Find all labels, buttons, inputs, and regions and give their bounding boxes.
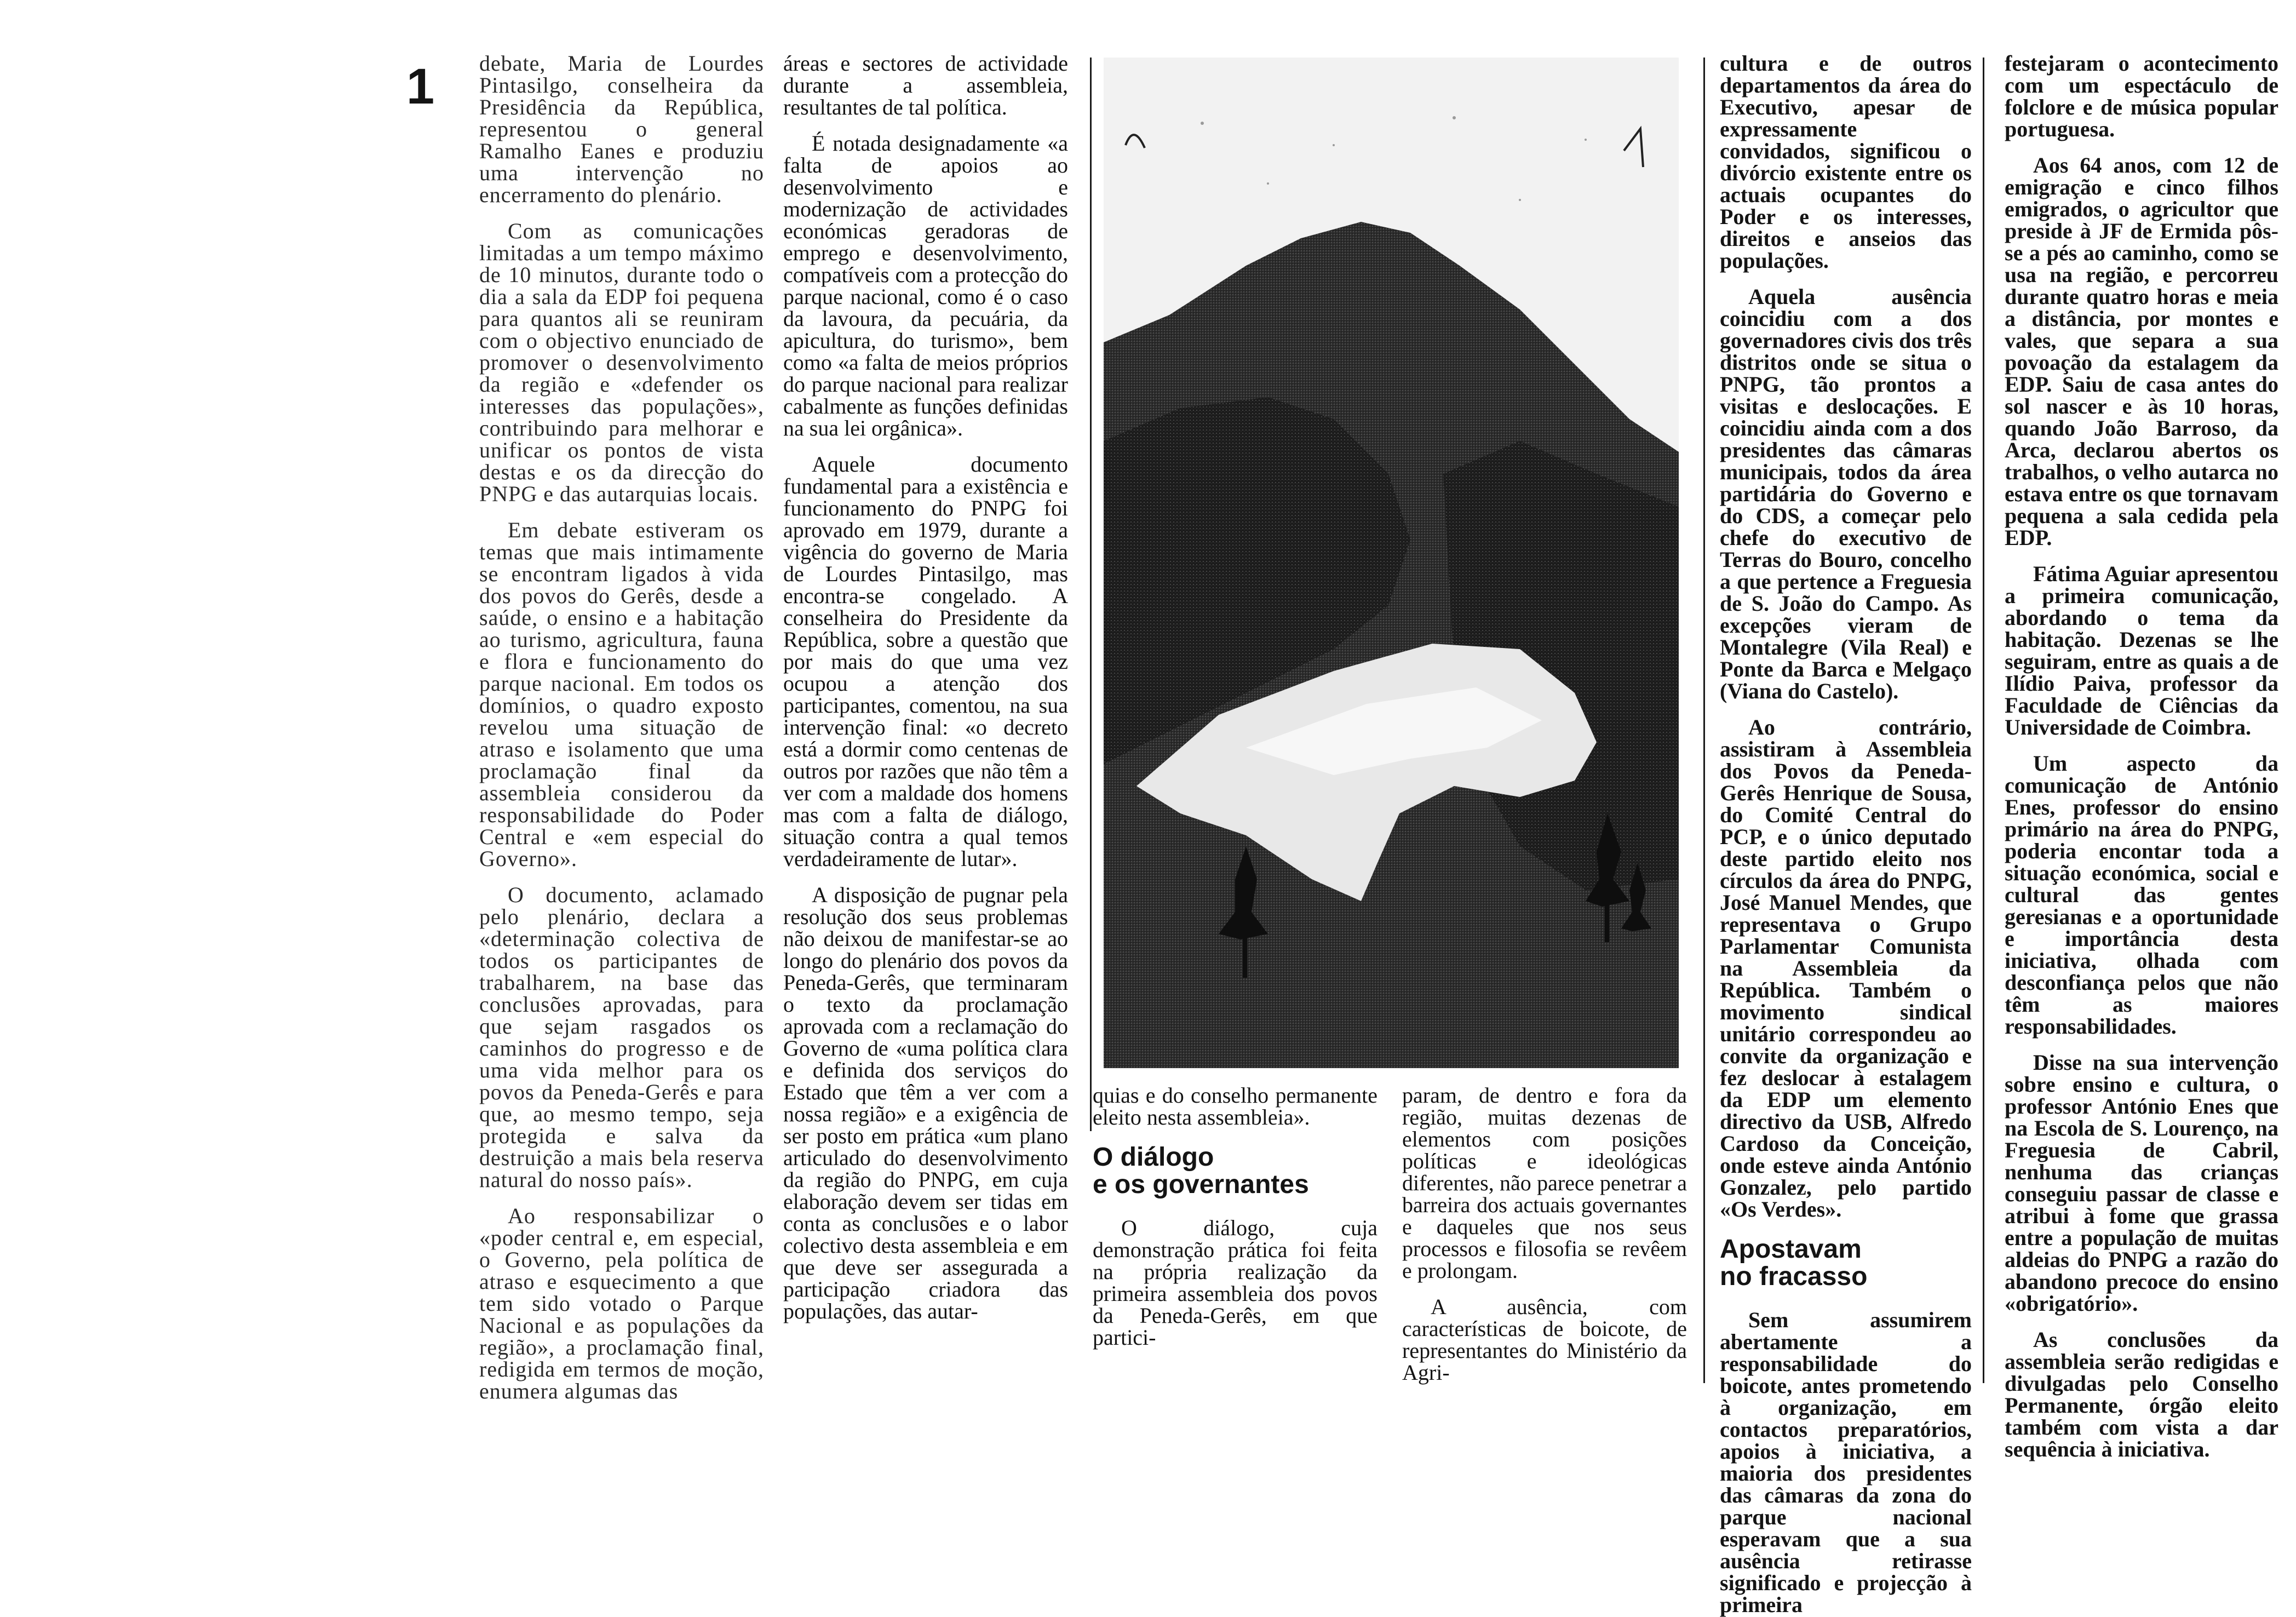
- section-headline: [1093, 1144, 1377, 1199]
- headline-line: Apostavam: [1720, 1235, 1862, 1264]
- headline-line: no fracasso: [1720, 1262, 1868, 1291]
- column-rule: [1703, 58, 1705, 1383]
- paragraph: Aquele documento fundamental para a existência e funcionamento do PNPG foi aprovado em 1979, durante a vigência do governo de Maria de Lourdes Pintasilgo, mas encontra-se congelado. A conselheira do Presidente da República, sobre a questão que por mais do que uma vez ocupou a atenção dos participantes, comentou, na sua intervenção final: «o decreto está a dormir como centenas de outros por razões que não têm a ver com a maldade dos homens mas com a falta de diálogo, situação contra a qual temos verdadeiramente de lutar».: [783, 452, 1068, 871]
- paragraph: cultura e de outros departamentos da área do Executivo, apesar de expressamente convidados, significou o divórcio existente entre os actuais ocupantes do Poder e os interesses, direitos e anseios das populações.: [1720, 51, 1972, 273]
- paragraph: O documento, aclamado pelo plenário, declara a «determinação colectiva de todos os participantes de trabalharem, na base das conclusões aprovadas, para que sejam rasgados os caminhos do progresso e de uma vida melhor para os povos da Peneda-Gerês e para que, ao mesmo tempo, seja protegida e salva da destruição a mais bela reserva natural do nosso país».: [479, 882, 764, 1192]
- paragraph: áreas e sectores de actividade durante a assembleia, resultantes de tal política.: [783, 51, 1068, 119]
- paragraph: O diálogo, cuja demonstração prática foi feita na própria realização da primeira assembleia dos povos da Peneda-Gerês, em que partici-: [1093, 1215, 1377, 1350]
- paragraph: param, de dentro e fora da região, muitas dezenas de elementos com posições políticas e ideológicas diferentes, não parece penetrar a barreira dos actuais governantes e daqueles que nos seus processos e filosofia se revêem e prolongam.: [1402, 1083, 1687, 1283]
- paragraph: É notada designadamente «a falta de apoios ao desenvolvimento e modernização de actividades económicas geradoras de emprego e desenvolvimento, compatíveis com a protecção do parque nacional, como é o caso da lavoura, da pecuária, da apicultura, do turismo», bem como «a falta de meios próprios do parque nacional para realizar cabalmente as funções definidas na sua lei orgânica».: [783, 131, 1068, 440]
- paragraph: A ausência, com características de boicote, de representantes do Ministério da Agri-: [1402, 1294, 1687, 1385]
- paragraph: debate, Maria de Lourdes Pintasilgo, conselheira da Presidência da República, representou o general Ramalho Eanes e produziu uma intervenção no encerramento do plenário.: [479, 51, 764, 207]
- section-headline: [1720, 1236, 1972, 1291]
- paragraph: As conclusões da assembleia serão redigidas e divulgadas pelo Conselho Permanente, órgão eleito também com vista a dar sequência à iniciativa.: [2005, 1327, 2278, 1461]
- paragraph: Em debate estiveram os temas que mais intimamente se encontram ligados à vida dos povos do Gerês, desde a saúde, o ensino e a habitação ao turismo, agricultura, fauna e flora e funcionamento do parque nacional. Em todos os domínios, o quadro exposto revelou uma situação de atraso e isolamento que uma proclamação final da assembleia considerou da responsabilidade do Poder Central e «em especial do Governo».: [479, 518, 764, 871]
- article-column-4: [1402, 1083, 1687, 1385]
- paragraph: Aos 64 anos, com 12 de emigração e cinco filhos emigrados, o agricultor que preside à JF de Ermida pôs-se a pés ao caminho, como se usa na região, e percorreu durante quatro horas e meia a distância, por montes e vales, que separa a sua povoação da estalagem da EDP. Saiu de casa antes do sol nascer e às 10 horas, quando João Barroso, da Arca, declarou abertos os trabalhos, o velho autarca no estava entre os que tornavam pequena a sala cedida pela EDP.: [2005, 153, 2278, 550]
- article-column-3: [1093, 1085, 1377, 1380]
- paragraph: Com as comunicações limitadas a um tempo máximo de 10 minutos, durante todo o dia a sala da EDP foi pequena para quantos ali se reuniram com o objectivo enunciado de promover o desenvolvimento da região e «defender os interesses das populações», contribuindo para melhorar e unificar os pontos de vista destas e os da direcção do PNPG e das autarquias locais.: [479, 219, 764, 506]
- article-column-6: [2005, 51, 2278, 1461]
- paragraph: Um aspecto da comunicação de António Enes, professor do ensino primário na área do PNPG, poderia encontar toda a situação económica, social e cultural das gentes geresianas e a oportunidade e importância desta iniciativa, olhada com desconfiança pelos que não têm as maiores responsabilidades.: [2005, 751, 2278, 1039]
- paragraph: Disse na sua intervenção sobre ensino e cultura, o professor António Enes que na Escola de S. Lourenço, na Freguesia de Cabril, nenhuma das crianças conseguiu passar de classe e atribui à fome que grassa entre a população de muitas aldeias do PNPG a razão do abandono precoce do ensino «obrigatório».: [2005, 1050, 2278, 1316]
- paragraph: Sem assumirem abertamente a responsabilidade do boicote, antes prometendo à organização, em contactos preparatórios, apoios à iniciativa, a maioria dos presidentes das câmaras da zona do parque nacional esperavam que a sua ausência retirasse significado e projecção à primeira: [1720, 1308, 1972, 1617]
- column-rule: [1983, 58, 1984, 1383]
- headline-line: e os governantes: [1093, 1170, 1309, 1199]
- page-marker: 1: [406, 59, 435, 114]
- paragraph: festejaram o acontecimento com um espectáculo de folclore e de música popular portuguesa.: [2005, 51, 2278, 141]
- mountain-river-image: [1104, 58, 1679, 1068]
- column-rule: [1090, 58, 1092, 1131]
- paragraph: Fátima Aguiar apresentou a primeira comunicação, abordando o tema da habitação. Dezenas se lhe seguiram, entre as quais a de Ilídio Paiva, professor da Faculdade de Ciências da Universidade de Coimbra.: [2005, 561, 2278, 739]
- paragraph: Ao contrário, assistiram à Assembleia dos Povos da Peneda-Gerês Henrique de Sousa, do Comité Central do PCP, e o único deputado deste partido eleito nos círculos da área do PNPG, José Manuel Mendes, que representava o Grupo Parlamentar Comunista na Assembleia da República. Também o movimento sindical unitário correspondeu ao convite da organização e fez deslocar à estalagem da EDP um elemento directivo da USB, Alfredo Cardoso da Conceição, onde esteve ainda António Gonzalez, pelo partido «Os Verdes».: [1720, 715, 1972, 1222]
- article-column-5: [1720, 51, 1972, 1617]
- article-column-1: [479, 51, 764, 1403]
- headline-line: O diálogo: [1093, 1143, 1214, 1172]
- paragraph: Aquela ausência coincidiu com a dos governadores civis dos três distritos onde se situa o PNPG, tão prontos a visitas e deslocações. E coincidiu ainda com a dos presidentes das câmaras municipais, todos da área partidária do Governo e do CDS, a começar pelo chefe do executivo de Terras do Bouro, concelho a que pertence a Freguesia de S. João do Campo. As excepções vieram de Montalegre (Vila Real) e Ponte da Barca e Melgaço (Viana do Castelo).: [1720, 284, 1972, 703]
- paragraph: quias e do conselho permanente eleito nesta assembleia».: [1093, 1083, 1377, 1129]
- landscape-photo: [1104, 58, 1679, 1068]
- paragraph: A disposição de pugnar pela resolução dos seus problemas não deixou de manifestar-se ao longo do plenário dos povos da Peneda-Gerês, que terminaram o texto da proclamação aprovada com a reclamação do Governo de «uma política clara e definida dos serviços do Estado que têm a ver com a nossa região» e a exigência de ser posto em prática «um plano articulado do desenvolvimento da região do PNPG, em cuja elaboração devem ser tidas em conta as conclusões e o labor colectivo desta assembleia e em que deve ser assegurada a participação criadora das populações, das autar-: [783, 882, 1068, 1323]
- paragraph: Ao responsabilizar o «poder central e, em especial, o Governo, pela política de atraso e esquecimento a que tem sido votado o Parque Nacional e as populações da região», a proclamação final, redigida em termos de moção, enumera algumas das: [479, 1203, 764, 1403]
- article-column-2: [783, 53, 1068, 1378]
